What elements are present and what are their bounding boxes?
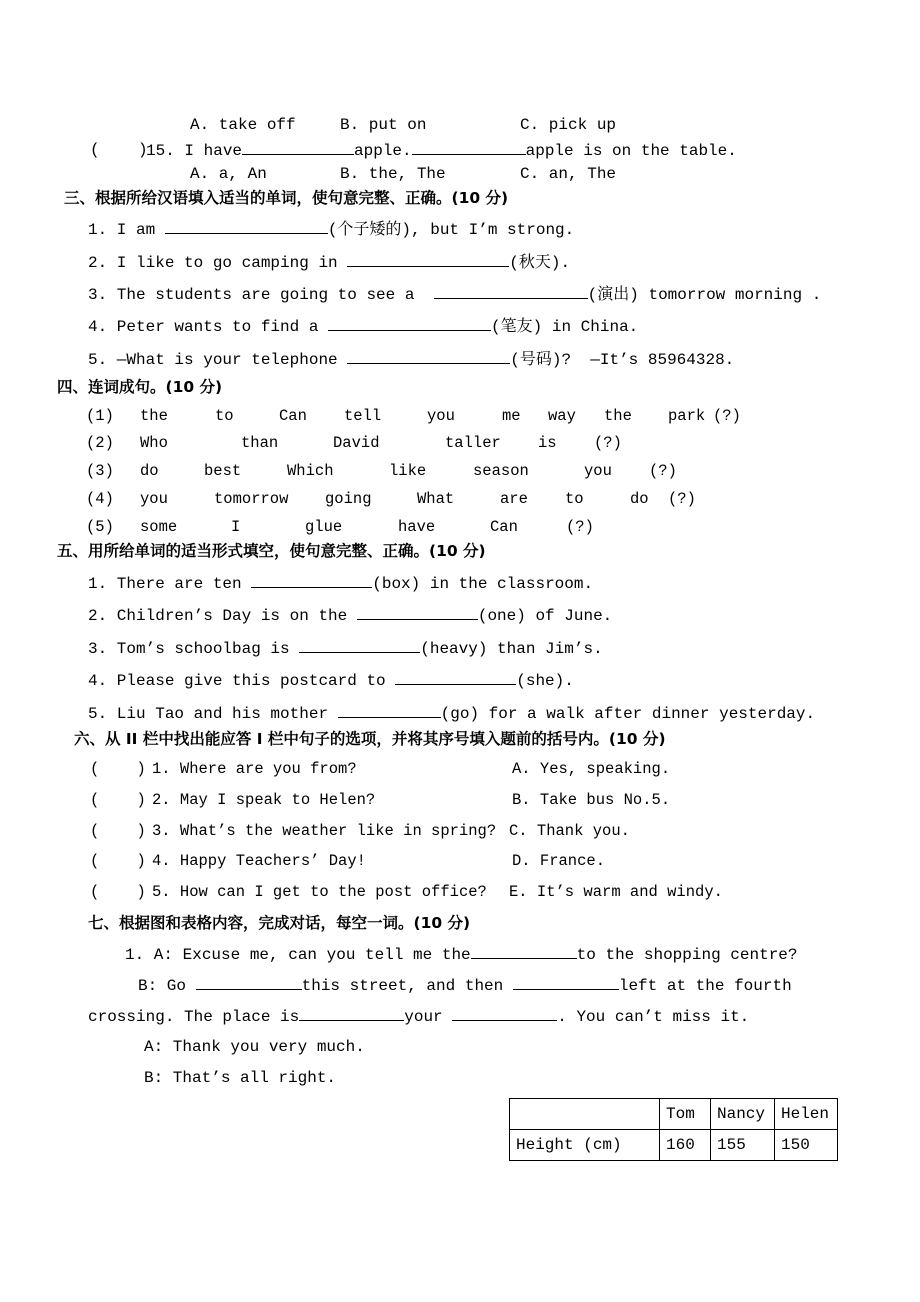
s4-word: do [140,462,159,480]
q15-num: 15. I have [146,142,243,160]
s4-word: than [241,434,279,452]
s5-item-4-post: (she). [516,672,574,690]
s7-line-3-c: . You can’t miss it. [557,1008,750,1026]
q15-question [146,140,737,161]
q15-option-c: C. an, The [520,165,617,183]
s3-item-2-post: (秋天). [509,254,571,272]
s4-row-2-num: (2) [86,434,114,452]
s7-blank-4[interactable] [299,1006,404,1021]
s3-item-3-post: (演出) tomorrow morning . [587,286,822,304]
s7-line-1-post: to the shopping centre? [576,946,798,964]
table-row-label: Height (cm) [510,1130,660,1161]
s5-item-1-pre: 1. There are ten [88,575,252,593]
s7-line-2 [138,975,792,996]
height-table [509,1098,838,1161]
q14-option-b: B. put on [340,116,427,134]
s5-item-1 [88,573,593,594]
s6-paren: ( ) [90,883,146,901]
s4-word: going [325,490,372,508]
s4-word: (?) [566,518,594,536]
table-row [510,1130,838,1161]
s4-word: tell [344,407,382,425]
s6-answer: E. It’s warm and windy. [509,883,723,901]
table-cell: 160 [660,1130,711,1161]
s5-item-3-post: (heavy) than Jim’s. [420,640,603,658]
s5-item-3 [88,638,603,659]
s6-question: 1. Where are you from? [152,760,357,778]
s3-blank-1[interactable] [165,219,328,234]
s4-word: Who [140,434,168,452]
s4-word: are [500,490,528,508]
s3-item-4-pre: 4. Peter wants to find a [88,318,329,336]
section5-title: 五、用所给单词的适当形式填空，使句意完整、正确。(10 分) [57,542,486,560]
s3-blank-4[interactable] [328,316,491,331]
s3-item-3 [88,284,821,305]
s6-paren: ( ) [90,791,146,809]
table-cell: 150 [775,1130,838,1161]
s7-line-3-a: crossing. The place is [88,1008,300,1026]
s6-answer: B. Take bus No.5. [512,791,671,809]
s6-question: 5. How can I get to the post office? [152,883,487,901]
s3-item-2 [88,252,570,273]
s6-paren: ( ) [90,852,146,870]
s7-line-2-a: B: Go [138,977,196,995]
s3-item-4 [88,316,638,337]
s4-word: (?) [649,462,677,480]
s7-blank-5[interactable] [452,1006,557,1021]
s5-item-3-pre: 3. Tom’s schoolbag is [88,640,300,658]
s4-word: is [538,434,557,452]
s4-word: have [398,518,436,536]
s4-word: What [417,490,455,508]
s5-item-4-pre: 4. Please give this postcard to [88,672,396,690]
q14-option-c: C. pick up [520,116,617,134]
q15-mid: apple. [354,142,412,160]
s7-line-3 [88,1006,749,1027]
s7-line-1 [125,944,798,965]
q15-end: apple is on the table. [525,142,737,160]
s6-answer: C. Thank you. [509,822,630,840]
q15-option-b: B. the, The [340,165,446,183]
q15-blank-2[interactable] [412,140,526,155]
s3-item-1 [88,219,574,240]
s3-blank-3[interactable] [434,284,588,299]
section7-title: 七、根据图和表格内容，完成对话，每空一词。(10 分) [88,914,471,932]
s5-item-2 [88,605,612,626]
s3-item-2-pre: 2. I like to go camping in [88,254,348,272]
s4-word: some [140,518,178,536]
s7-line-2-c: left at the fourth [618,977,792,995]
s5-item-2-pre: 2. Children’s Day is on the [88,607,357,625]
table-cell: 155 [711,1130,775,1161]
s4-word: (?) [594,434,622,452]
s6-question: 2. May I speak to Helen? [152,791,376,809]
s4-word: like [389,462,427,480]
section6-title: 六、从 II 栏中找出能应答 I 栏中句子的选项，并将其序号填入题前的括号内。(10 分) [74,730,666,748]
s4-row-4-num: (4) [86,490,114,508]
s3-blank-2[interactable] [347,252,509,267]
s5-item-5-post: (go) for a walk after dinner yesterday. [440,705,816,723]
s4-word: season [473,462,529,480]
s6-answer: A. Yes, speaking. [512,760,671,778]
s4-word: tomorrow [214,490,289,508]
s4-word: you [584,462,612,480]
s6-paren: ( ) [90,822,146,840]
s4-word: me [502,407,521,425]
s5-item-1-post: (box) in the classroom. [372,575,594,593]
section4-title: 四、连词成句。(10 分) [57,378,223,396]
table-header-cell: Tom [660,1099,711,1130]
s4-word: Which [287,462,334,480]
s4-row-3-num: (3) [86,462,114,480]
s4-word: park [668,407,706,425]
s4-row-5-num: (5) [86,518,114,536]
table-header-cell: Nancy [711,1099,775,1130]
q15-option-a: A. a, An [190,165,267,183]
s5-item-2-post: (one) of June. [477,607,613,625]
s4-word: Can [490,518,518,536]
s5-blank-3[interactable] [299,638,420,653]
s5-blank-4[interactable] [395,670,516,685]
s7-line-3-b: your [404,1008,453,1026]
s5-item-5 [88,703,815,724]
s3-item-1-pre: 1. I am [88,221,165,239]
s5-blank-1[interactable] [251,573,372,588]
s4-word: glue [305,518,343,536]
s7-line-2-b: this street, and then [301,977,513,995]
s7-blank-2[interactable] [196,975,302,990]
s3-item-3-pre: 3. The students are going to see a [88,286,434,304]
s4-word: David [333,434,380,452]
s4-word: you [140,490,168,508]
s4-word: way [548,407,576,425]
s4-word: to [565,490,584,508]
s3-item-4-post: (笔友) in China. [491,318,639,336]
s4-word: (?) [668,490,696,508]
s5-item-4 [88,670,574,691]
s4-row-1-num: (1) [86,407,114,425]
s5-blank-2[interactable] [357,605,478,620]
s7-line-5: B: That’s all right. [144,1069,337,1087]
s4-word: best [204,462,242,480]
q14-option-a: A. take off [190,116,296,134]
s6-paren: ( ) [90,760,146,778]
s4-word: (?) [713,407,741,425]
s3-blank-5[interactable] [347,349,510,364]
s6-answer: D. France. [512,852,606,870]
s4-word: do [630,490,649,508]
s4-word: to [215,407,234,425]
s4-word: taller [445,434,501,452]
s3-item-5 [88,349,734,370]
s7-blank-1[interactable] [471,944,577,959]
section3-title: 三、根据所给汉语填入适当的单词，使句意完整、正确。(10 分) [64,189,509,207]
s7-blank-3[interactable] [513,975,619,990]
s5-item-5-pre: 5. Liu Tao and his mother [88,705,338,723]
s4-word: you [427,407,455,425]
s6-question: 3. What’s the weather like in spring? [152,822,497,840]
table-header-row [510,1099,838,1130]
q15-blank-1[interactable] [242,140,354,155]
table-header-cell [510,1099,660,1130]
s4-word: Can [279,407,307,425]
s3-item-1-post: (个子矮的), but I’m strong. [327,221,575,239]
s3-item-5-post: (号码)? —It’s 85964328. [510,351,735,369]
s4-word: the [140,407,168,425]
s7-line-1-pre: 1. A: Excuse me, can you tell me the [125,946,471,964]
table-header-cell: Helen [775,1099,838,1130]
s4-word: I [231,518,241,536]
q15-answer-paren: ( ) [90,141,148,159]
s6-question: 4. Happy Teachers’ Day! [152,852,366,870]
s7-line-4: A: Thank you very much. [144,1038,365,1056]
s5-blank-5[interactable] [338,703,441,718]
s4-word: the [604,407,632,425]
s3-item-5-pre: 5. —What is your telephone [88,351,348,369]
